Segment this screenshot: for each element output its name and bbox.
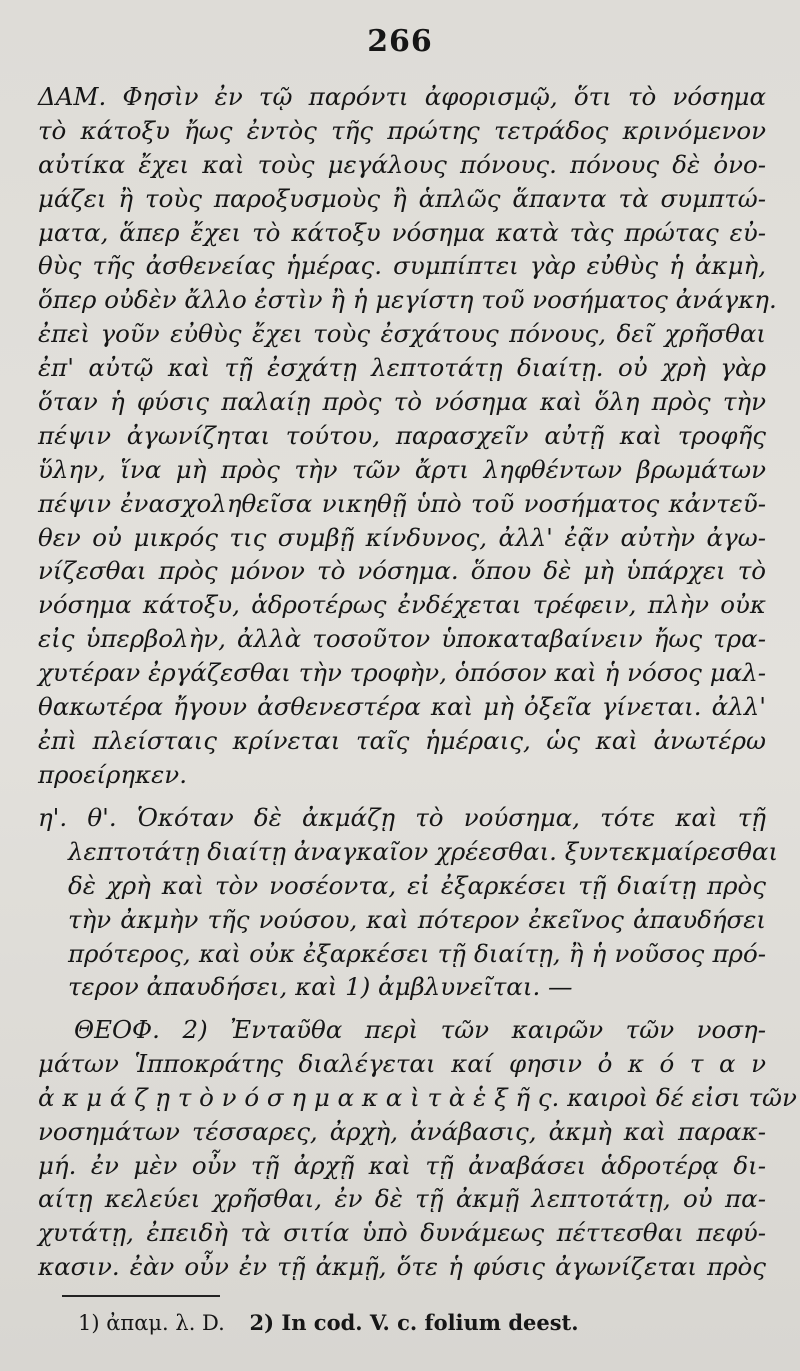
text-line: χυτέραν ἐργάζεσθαι τὴν τροφὴν, ὁπόσον καὶ ἡ νόσος μαλ- bbox=[38, 658, 766, 688]
text-line: ἐπὶ πλείσταις κρίνεται ταῖς ἡμέραις, ὡς καὶ ἀνωτέρω bbox=[38, 725, 766, 755]
text-line: ὕλην, ἵνα μὴ πρὸς τὴν τῶν ἄρτι ληφθέντων βρωμάτων bbox=[38, 454, 766, 484]
text-line: αὐτίκα ἔχει καὶ τοὺς μεγάλους πόνους. πόνους δὲ ὀνο- bbox=[38, 149, 766, 179]
text-line: τὸ κάτοξυ ἤως ἐντὸς τῆς πρώτης τετράδος κρινόμενον bbox=[38, 115, 766, 145]
footnote-divider bbox=[62, 1295, 220, 1297]
text-line: ματα, ἅπερ ἔχει τὸ κάτοξυ νόσημα κατὰ τὰς πρώτας εὐ- bbox=[38, 217, 766, 247]
text-line: ὅταν ἡ φύσις παλαίῃ πρὸς τὸ νόσημα καὶ ὅλη πρὸς τὴν bbox=[38, 387, 766, 417]
text-line: νόσημα κάτοξυ, ἁδροτέρως ἐνδέχεται τρέφειν, πλὴν οὐκ bbox=[38, 590, 766, 620]
text-line: αίτῃ κελεύει χρῆσθαι, ἐν δὲ τῇ ἀκμῇ λεπτοτάτῃ, οὐ πα- bbox=[38, 1184, 766, 1214]
footnote-2: 2) In cod. V. c. folium deest. bbox=[249, 1310, 579, 1335]
text-line: ἐπεὶ γοῦν εὐθὺς ἔχει τοὺς ἐσχάτους πόνους, δεῖ χρῆσθαι bbox=[38, 319, 766, 349]
text-line: νοσημάτων τέσσαρες, ἀρχὴ, ἀνάβασις, ἀκμὴ καὶ παρακ- bbox=[38, 1116, 766, 1146]
paragraph-hippocrates-aphorism bbox=[38, 801, 779, 1004]
text-line: πέψιν ἀγωνίζηται τούτου, παρασχεῖν αὐτῇ καὶ τροφῆς bbox=[38, 420, 766, 450]
text-line: πρότερος, καὶ οὐκ ἐξαρκέσει τῇ διαίτῃ, ἢ ἡ νοῦσος πρό- bbox=[68, 938, 766, 968]
text-line: ΘΕΟΦ. 2) Ἐνταῦθα περὶ τῶν καιρῶν τῶν νοση- bbox=[74, 1015, 766, 1044]
text-line: δὲ χρὴ καὶ τὸν νοσέοντα, εἰ ἐξαρκέσει τῇ διαίτῃ πρὸς bbox=[68, 870, 766, 900]
text-line: χυτάτῃ, ἐπειδὴ τὰ σιτία ὑπὸ δυνάμεως πέττεσθαι πεφύ- bbox=[38, 1218, 766, 1248]
text-line: νίζεσθαι πρὸς μόνον τὸ νόσημα. ὅπου δὲ μὴ ὑπάρχει τὸ bbox=[38, 556, 766, 586]
text-line: λεπτοτάτῃ διαίτῃ ἀναγκαῖον χρέεσθαι. ξυντεκμαίρεσθαι bbox=[68, 836, 779, 866]
text-line: προείρηκεν. bbox=[38, 759, 187, 789]
text-line: τερον ἀπαυδήσει, καὶ 1) ἀμβλυνεῖται. — bbox=[68, 972, 573, 1002]
text-line: μή. ἐν μὲν οὖν τῇ ἀρχῇ καὶ τῇ ἀναβάσει ἁδροτέρᾳ δι- bbox=[38, 1150, 766, 1180]
text-line: θὺς τῆς ἀσθενείας ἡμέρας. συμπίπτει γὰρ εὐθὺς ἡ ἀκμὴ, bbox=[38, 251, 766, 281]
text-line: ὅπερ οὐδὲν ἄλλο ἐστὶν ἢ ἡ μεγίστη τοῦ νοσήματος ἀνάγκη. bbox=[38, 285, 777, 315]
text-line: ἐπ' αὐτῷ καὶ τῇ ἐσχάτῃ λεπτοτάτῃ διαίτῃ. οὐ χρὴ γὰρ bbox=[38, 353, 766, 383]
text-line: μάζει ἢ τοὺς παροξυσμοὺς ἢ ἁπλῶς ἅπαντα τὰ συμπτώ- bbox=[38, 183, 766, 213]
footnotes bbox=[78, 1310, 597, 1335]
page-number: 266 bbox=[367, 24, 433, 59]
text-line: ἀ κ μ ά ζ ῃ τ ὸ ν ό σ η μ α κ α ὶ τ ὰ ἑ ξ ῆ ς. καιροὶ δέ εἰσι τῶν bbox=[38, 1082, 797, 1112]
text-line: πέψιν ἐνασχοληθεῖσα νικηθῇ ὑπὸ τοῦ νοσήματος κἀντεῦ- bbox=[38, 488, 766, 518]
text-line: θεν οὐ μικρός τις συμβῇ κίνδυνος, ἀλλ' ἐᾷν αὐτὴν ἀγω- bbox=[38, 522, 766, 552]
paragraph-theophilos-commentary bbox=[38, 1013, 797, 1284]
footnote-1: 1) ἀπαμ. λ. D. bbox=[78, 1311, 225, 1335]
text-line: θακωτέρα ἤγουν ἀσθενεστέρα καὶ μὴ ὀξεῖα γίνεται. ἀλλ' bbox=[38, 692, 766, 722]
paragraph-damaskios-commentary bbox=[38, 80, 777, 792]
text-line: τὴν ἀκμὴν τῆς νούσου, καὶ πότερον ἐκεῖνος ἀπαυδήσει bbox=[68, 904, 766, 934]
text-line: κασιν. ἐὰν οὖν ἐν τῇ ἀκμῇ, ὅτε ἡ φύσις ἀγωνίζεται πρὸς bbox=[38, 1252, 766, 1282]
text-line: μάτων Ἱπποκράτης διαλέγεται καί φησιν ὀ κ ό τ α ν bbox=[38, 1048, 766, 1078]
text-line: η'. θ'. Ὁκόταν δὲ ἀκμάζῃ τὸ νούσημα, τότε καὶ τῇ bbox=[38, 803, 766, 832]
text-line: ΔΑΜ. Φησὶν ἐν τῷ παρόντι ἀφορισμῷ, ὅτι τὸ νόσημα bbox=[38, 82, 766, 111]
text-line: εἰς ὑπερβολὴν, ἀλλὰ τοσοῦτον ὑποκαταβαίνειν ἤως τρα- bbox=[38, 624, 766, 654]
